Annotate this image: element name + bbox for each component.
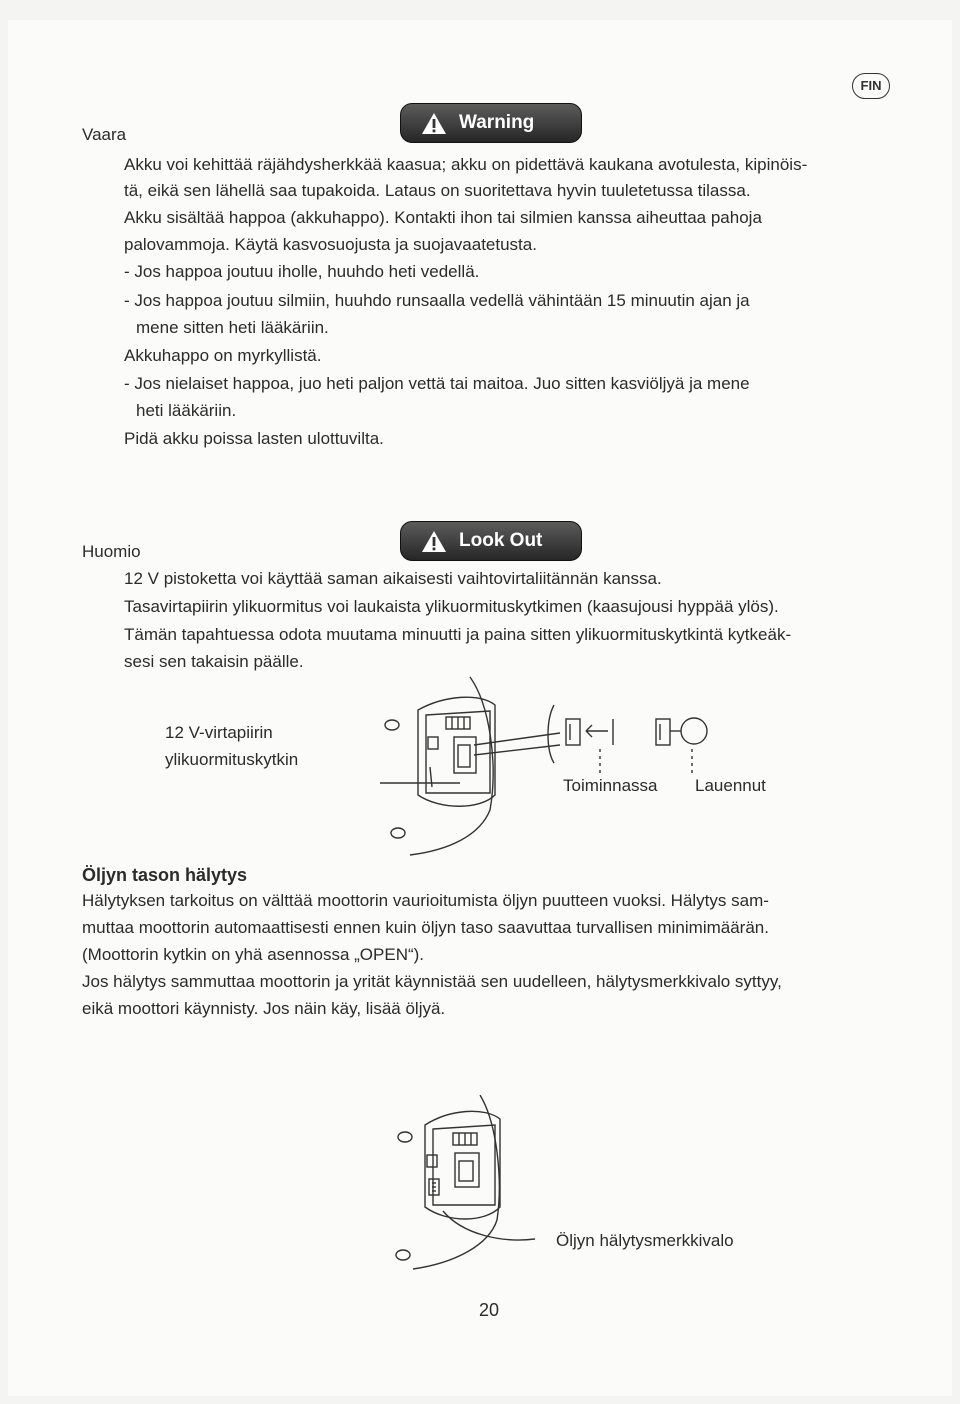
caution-badge-label: Look Out: [459, 530, 543, 551]
warning-line: mene sitten heti lääkäriin.: [136, 318, 329, 337]
caution-section-label: Huomio: [82, 542, 141, 561]
warning-line: Pidä akku poissa lasten ulottuvilta.: [124, 429, 384, 448]
caution-line: Tämän tapahtuessa odota muutama minuutti ja paina sitten ylikuormituskytkintä kytkeäk-: [124, 625, 792, 644]
oil-alert-line: Hälytyksen tarkoitus on välttää moottorin vaurioitumista öljyn puutteen vuoksi. Hälytys sam-: [82, 891, 769, 910]
oil-alert-line: Jos hälytys sammuttaa moottorin ja yrität käynnistää sen uudelleen, hälytysmerkkivalo syttyy,: [82, 972, 782, 991]
breaker-state-off: Lauennut: [695, 776, 766, 795]
warning-line: Akku voi kehittää räjähdysherkkää kaasua; akku on pidettävä kaukana avotulesta, kipinöis-: [124, 155, 808, 174]
warning-line: tä, eikä sen lähellä saa tupakoida. Lataus on suoritettava hyvin tuuletetussa tilassa.: [124, 181, 751, 200]
oil-alert-line: muttaa moottorin automaattisesti ennen kuin öljyn taso saavuttaa turvallisen minimimäärän.: [82, 918, 769, 937]
warning-badge: [400, 103, 582, 143]
breaker-label-line1: 12 V-virtapiirin: [165, 723, 273, 742]
breaker-label-line2: ylikuormituskytkin: [165, 750, 299, 769]
oil-indicator-label: Öljyn hälytysmerkkivalo: [556, 1231, 734, 1250]
warning-section-label: Vaara: [82, 125, 127, 144]
warning-line: - Jos nielaiset happoa, juo heti paljon vettä tai maitoa. Juo sitten kasviöljyä ja mene: [124, 374, 750, 393]
oil-alert-heading: Öljyn tason hälytys: [82, 865, 248, 885]
caution-badge: [400, 521, 582, 561]
page-number: 20: [479, 1300, 500, 1320]
caution-triangle-icon: [421, 530, 447, 553]
caution-line: Tasavirtapiirin ylikuormitus voi laukaista ylikuormituskytkimen (kaasujousi hyppää ylös).: [124, 597, 779, 616]
oil-alert-line: (Moottorin kytkin on yhä asennossa „OPEN“).: [82, 945, 425, 964]
warning-line: heti lääkäriin.: [136, 401, 237, 420]
breaker-state-on: Toiminnassa: [563, 776, 658, 795]
oil-alert-line: eikä moottori käynnisty. Jos näin käy, lisää öljyä.: [82, 999, 446, 1018]
warning-triangle-icon: [421, 112, 447, 135]
warning-line: Akkuhappo on myrkyllistä.: [124, 346, 322, 365]
language-badge: FIN: [852, 73, 890, 99]
caution-line: 12 V pistoketta voi käyttää saman aikaisesti vaihtovirtaliitännän kanssa.: [124, 569, 662, 588]
breaker-panel-diagram: [370, 675, 740, 860]
oil-indicator-diagram: [385, 1095, 585, 1275]
warning-line: Akku sisältää happoa (akkuhappo). Kontakti ihon tai silmien kanssa aiheuttaa pahoja: [124, 208, 762, 227]
warning-line: palovammoja. Käytä kasvosuojusta ja suojavaatetusta.: [124, 235, 537, 254]
warning-line: - Jos happoa joutuu iholle, huuhdo heti vedellä.: [124, 262, 480, 281]
warning-line: - Jos happoa joutuu silmiin, huuhdo runsaalla vedellä vähintään 15 minuutin ajan ja: [124, 291, 750, 310]
warning-badge-label: Warning: [459, 112, 535, 133]
caution-line: sesi sen takaisin päälle.: [124, 652, 304, 671]
